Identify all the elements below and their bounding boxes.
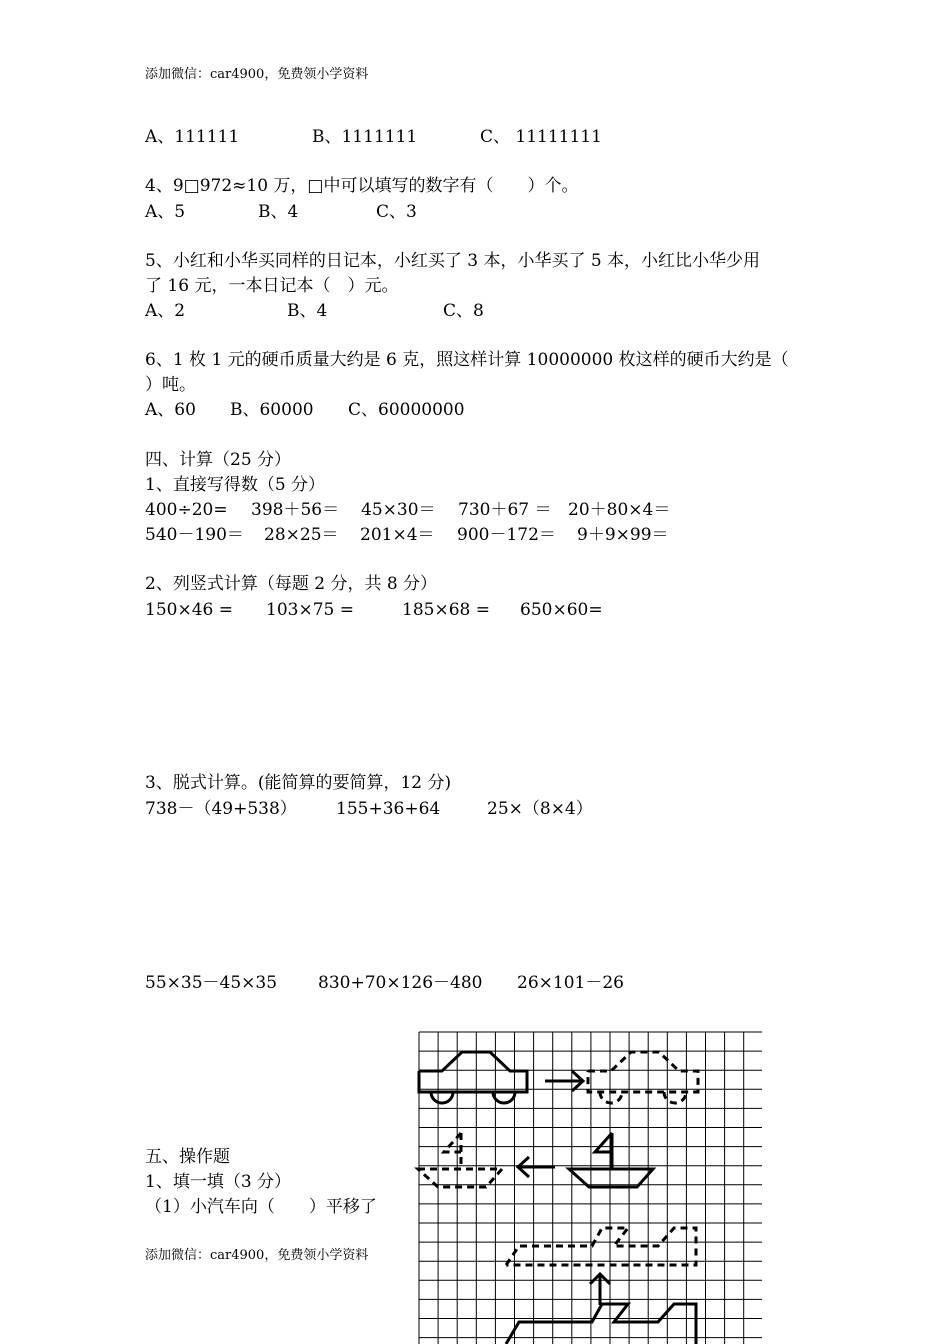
mental-math-item: 201×4＝: [360, 525, 435, 545]
stepwise-calc-item: 26×101－26: [517, 973, 624, 993]
mental-math-item: 540－190＝: [145, 525, 244, 545]
stepwise-calc-item: 738－（49+538）: [145, 799, 297, 819]
mental-math-item: 730＋67 ＝: [458, 500, 552, 520]
car-original: [419, 1052, 527, 1103]
q3-option-a: A、111111: [145, 127, 240, 147]
vertical-calc-item: 185×68 =: [402, 600, 490, 620]
car-translated: [588, 1052, 698, 1103]
arrow-up-icon: [590, 1274, 610, 1305]
q4-option-a: A、5: [145, 202, 186, 222]
mental-math-item: 900－172＝: [457, 525, 556, 545]
q5-option-c: C、8: [443, 301, 484, 321]
mental-math-item: 398＋56＝: [251, 500, 340, 520]
mental-math-item: 20＋80×4＝: [568, 500, 671, 520]
section4-p2-title: 2、列竖式计算（每题 2 分，共 8 分）: [145, 574, 438, 594]
mental-math-item: 400÷20=: [145, 500, 228, 520]
watermark-top: 添加微信：car4900，免费领小学资料: [145, 67, 369, 82]
section4-p1-title: 1、直接写得数（5 分）: [145, 475, 326, 495]
section4-p3-title: 3、脱式计算。(能简算的要简算，12 分): [145, 773, 452, 793]
q4-option-b: B、4: [258, 202, 299, 222]
mental-math-item: 9＋9×99＝: [577, 525, 669, 545]
stepwise-calc-item: 55×35－45×35: [145, 973, 278, 993]
section5-p1-q1: （1）小汽车向（ ）平移了: [145, 1197, 377, 1217]
vertical-calc-item: 650×60=: [520, 600, 603, 620]
vertical-calc-item: 150×46 =: [145, 600, 233, 620]
mental-math-item: 28×25＝: [264, 525, 339, 545]
q6-option-c: C、60000000: [348, 400, 465, 420]
section5-p1-title: 1、填一填（3 分）: [145, 1172, 292, 1192]
q5-option-a: A、2: [145, 301, 186, 321]
q6-option-a: A、60: [145, 400, 196, 420]
boat-translated: [418, 1133, 502, 1187]
q6-option-b: B、60000: [230, 400, 314, 420]
section5-title: 五、操作题: [145, 1147, 230, 1167]
watermark-bottom: 添加微信：car4900，免费领小学资料: [145, 1248, 369, 1263]
q6-line1: 6、1 枚 1 元的硬币质量大约是 6 克，照这样计算 10000000 枚这样的硬币大约是（: [145, 350, 789, 370]
arrow-right-icon: [545, 1071, 583, 1091]
q6-line2: ）吨。: [145, 375, 196, 395]
stepwise-calc-item: 25×（8×4）: [487, 799, 593, 819]
mental-math-item: 45×30＝: [361, 500, 436, 520]
stepwise-calc-item: 155+36+64: [336, 799, 441, 819]
q3-option-c: C、 11111111: [480, 127, 602, 147]
stepwise-calc-item: 830+70×126－480: [318, 973, 483, 993]
q5-line2: 了 16 元，一本日记本（ ）元。: [145, 276, 399, 296]
arrow-left-icon: [518, 1157, 555, 1177]
q4-option-c: C、3: [376, 202, 417, 222]
q5-option-b: B、4: [287, 301, 328, 321]
vertical-calc-item: 103×75 =: [266, 600, 354, 620]
q5-line1: 5、小红和小华买同样的日记本，小红买了 3 本，小华买了 5 本，小红比小华少用: [145, 251, 761, 271]
q3-option-b: B、1111111: [312, 127, 418, 147]
boat-original: [569, 1133, 653, 1187]
section4-title: 四、计算（25 分）: [145, 450, 292, 470]
q4-text: 4、9□972≈10 万，□中可以填写的数字有（ ）个。: [145, 176, 579, 196]
